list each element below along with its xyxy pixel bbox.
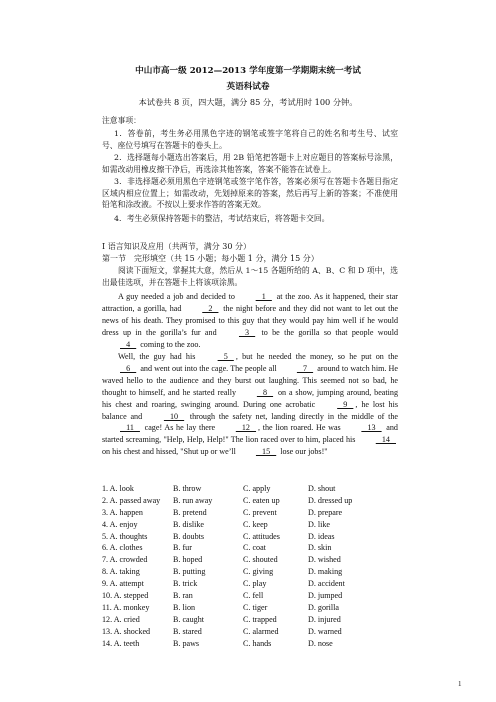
passage-text: A guy needed a job and decided to [118,292,238,301]
option-choice: C. prevent [243,507,277,517]
option-choice: 12. A. cried [102,614,140,624]
option-choice: D. wished [308,555,341,565]
option-choice: D. dressed up [308,495,353,505]
option-choice: B. throw [173,484,202,493]
option-choice: C. fell [243,591,264,601]
option-row [102,590,398,602]
option-choice: 4. A. enjoy [102,519,138,529]
blank-7: 7 [296,363,314,373]
blank-5: 5 [217,352,234,361]
blank-12: 12 [235,423,257,433]
option-choice: C. play [243,579,267,589]
note-item: 3．非选择题必须用黑色字迹钢笔或签字笔作答，答案必须写在答题卡各题目指定区域内相应位置上；如需改动，先划掉原来的答案，然后再写上新的答案；不准使用铅笔和涂改液。不按以上要求作答的答案无效。 [102,177,398,209]
option-choice: 1. A. look [102,484,134,493]
option-choice: 5. A. thoughts [102,531,148,541]
subpart-heading: 第一节 完形填空（共 15 小题；每小题 1 分，满分 15 分） [102,254,319,263]
passage-text: the night before and they did not want to let out the news of his death. They promised to this guy that they would pay him well if he would dress up in the gorilla’s fur and [102,303,398,337]
option-choice: C. attitudes [243,531,280,541]
option-choice: D. shout [308,484,336,493]
option-choice: D. jumped [308,591,343,601]
option-choice: C. hands [243,638,272,648]
blank-14: 14 [375,435,396,445]
exam-meta: 本试卷共 8 页，四大题，满分 85 分，考试用时 100 分钟。 [138,97,358,107]
passage-text: on his chest and hissed, "Shut up or we’ll [102,447,238,457]
blank-4: 4 [120,339,137,349]
option-choice: 13. A. shocked [102,626,151,636]
option-row [102,483,398,495]
passage-text: around to watch him. He waved hello to the audience and they burst out laughing. This seemed not so bad, he thought to himself, and he started really [102,363,398,397]
option-choice: D. warned [308,626,342,636]
option-choice: C. trapped [243,614,277,624]
option-choice: 3. A. happen [102,507,143,517]
blank-6: 6 [120,363,137,373]
option-row [102,638,398,650]
option-choice: B. pretend [173,507,207,517]
option-choice: B. run away [173,495,213,505]
passage-text: on a show, jumping around, beating his chest and roaring, swinging around. During one acrobatic [102,387,398,409]
part-heading: I 语言知识及应用（共两节，满分 30 分） [102,242,251,251]
subject-title: 英语科试卷 [226,82,270,92]
blank-10: 10 [163,411,185,421]
option-choice: C. giving [243,567,274,577]
option-row [102,626,398,638]
option-row [102,519,398,531]
blank-9: 9 [337,399,354,409]
option-choice: 7. A. crowded [102,555,148,565]
passage-text: , he lost his balance and [102,399,398,421]
blank-1: 1 [255,292,272,301]
option-choice: 9. A. attempt [102,579,144,589]
exam-title: 中山市高一级 2012—2013 学年度第一学期期末统一考试 [135,66,361,76]
passage-text: lose our jobs!" [278,447,328,457]
note-item: 1．答卷前，考生务必用黑色字迹的钢笔或签字笔将自己的姓名和考生号、试室号、座位号填写在答题卡的卷头上。 [102,129,398,150]
option-choice: B. ran [173,591,193,601]
passage-text: Well, the guy had his [118,352,200,361]
option-choice: C. tiger [243,602,268,612]
option-row [102,531,398,543]
option-choice: C. eaten up [243,495,280,505]
option-choice: C. alarmed [243,626,279,636]
blank-8: 8 [256,387,274,397]
note-item: 2．选择题每小题选出答案后，用 2B 铅笔把答题卡上对应题目的答案标号涂黑，如需改动用橡皮擦干净后，再选涂其他答案，答案不能答在试卷上。 [102,153,398,174]
option-choice: 8. A. taking [102,567,140,577]
option-choice: 14. A. teeth [102,638,140,648]
passage-text: , but he needed the money, so he put on the [235,352,399,361]
blank-11: 11 [120,423,140,433]
blank-13: 13 [361,423,382,433]
option-row [102,495,398,507]
passage-text: to be the gorilla so that people would [257,327,398,337]
passage-paragraph-2 [102,351,398,458]
option-row [102,602,398,614]
option-choice: B. trick [173,579,198,589]
passage-paragraph-1 [102,291,398,351]
option-choice: B. lion [173,602,196,612]
option-row [102,507,398,519]
option-choice: B. fur [173,543,192,553]
option-choice: D. prepare [308,507,343,517]
option-row [102,554,398,566]
option-choice: D. skin [308,543,332,553]
instructions: 阅读下面短文，掌握其大意，然后从 1～15 各题所给的 A、B、C 和 D 项中，选出最佳选项，并在答题卡上将该项涂黑。 [102,266,398,287]
option-choice: C. keep [243,519,268,529]
option-choice: D. making [308,567,343,577]
note-item: 4．考生必须保持答题卡的整洁，考试结束后，将答题卡交回。 [114,214,330,223]
option-choice: D. gorilla [308,602,340,612]
option-choice: D. accident [308,579,345,589]
option-choice: 11. A. monkey [102,602,150,612]
passage-text: and went out into the cage. The people all [138,363,279,373]
option-choice: C. shouted [243,555,278,565]
option-choice: B. paws [173,638,200,648]
option-choice: B. caught [173,614,205,624]
option-choice: D. injured [308,614,341,624]
option-row [102,542,398,554]
option-choice: 6. A. clothes [102,543,143,553]
option-choice: 2. A. passed away [102,495,161,505]
option-row [102,578,398,590]
passage-text: at the zoo. As it happened, their star attraction, a gorilla, had [102,292,398,313]
passage-text: , the lion roared. He was [258,423,344,433]
passage-text: and started screaming, "Help, Help, Help!" The lion raced over to him, placed his [102,423,398,445]
blank-15: 15 [255,447,277,457]
option-choice: D. like [308,519,331,529]
blank-3: 3 [238,327,256,337]
passage-text: coming to the zoo. [138,339,201,349]
options-table [102,483,398,649]
option-choice: B. doubts [173,531,205,541]
passage-text: through the safety net, landing directly in the middle of the [186,411,398,421]
passage-text: cage! As he lay there [141,423,218,433]
option-row [102,566,398,578]
option-choice: B. hoped [173,555,203,565]
blank-2: 2 [202,303,219,313]
page-number: 1 [458,680,462,688]
option-choice: B. putting [173,567,206,577]
option-choice: D. ideas [308,531,335,541]
option-choice: 10. A. stepped [102,591,149,601]
option-choice: C. apply [243,484,271,493]
option-choice: B. stared [173,626,202,636]
option-choice: D. nose [308,638,333,648]
option-choice: C. coat [243,543,266,553]
option-choice: B. dislike [173,519,205,529]
notes-heading: 注意事项： [102,116,141,125]
option-row [102,614,398,626]
